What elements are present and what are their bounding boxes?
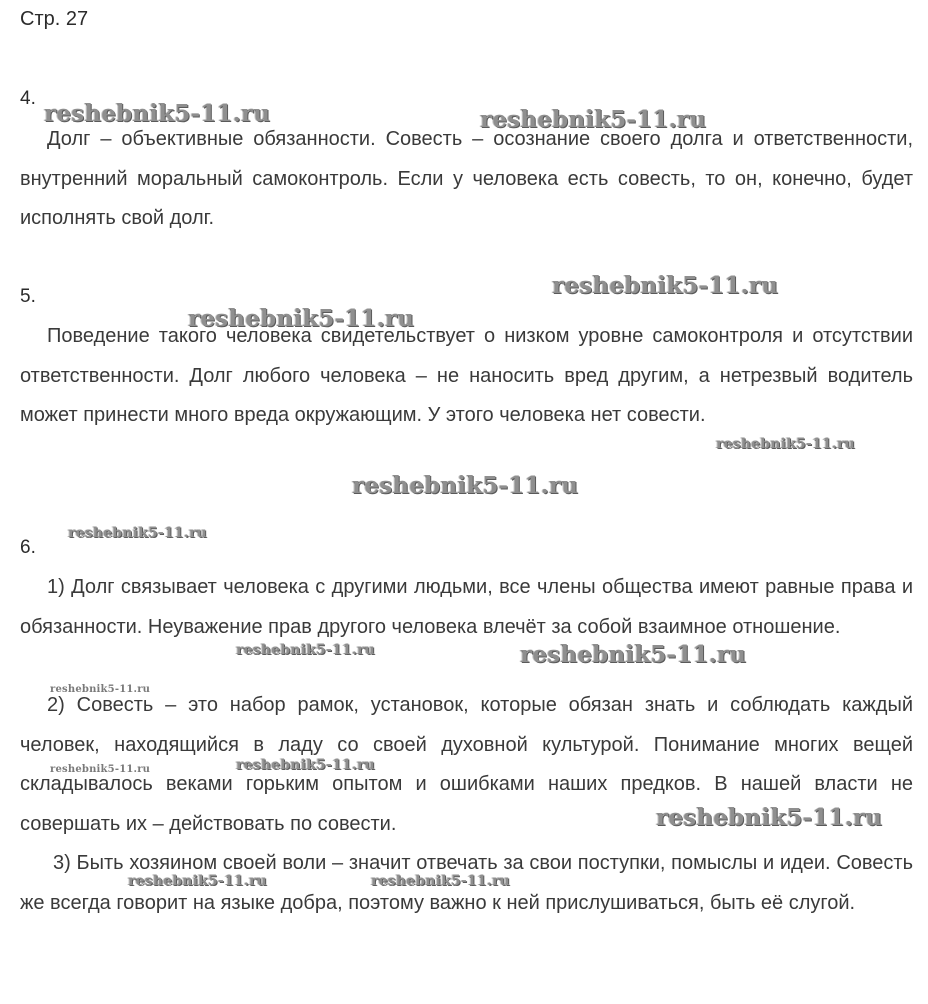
watermark: reshebnik5-11.ru <box>44 100 271 127</box>
watermark: reshebnik5-11.ru <box>480 106 707 133</box>
section-6-paragraph-3: 3) Быть хозяином своей воли – значит отвечать за свои поступки, помыслы и идеи. Совесть же всегда говорит на языке добра, поэтому важно к ней прислушиваться, быть её слугой. <box>20 852 913 914</box>
watermark: reshebnik5-11.ru <box>352 472 579 499</box>
section-number-4: 4. <box>20 88 36 109</box>
section-number-6: 6. <box>20 537 36 558</box>
watermark: reshebnik5-11.ru <box>128 873 267 889</box>
watermark: reshebnik5-11.ru <box>656 804 883 831</box>
watermark: reshebnik5-11.ru <box>552 272 779 299</box>
watermark: reshebnik5-11.ru <box>50 684 151 695</box>
page-label: Стр. 27 <box>20 8 89 30</box>
section-number-5: 5. <box>20 286 36 307</box>
watermark: reshebnik5-11.ru <box>236 642 375 658</box>
watermark: reshebnik5-11.ru <box>716 436 855 452</box>
watermark: reshebnik5-11.ru <box>50 764 151 775</box>
watermark: reshebnik5-11.ru <box>236 757 375 773</box>
section-4-paragraph: Долг – объективные обязанности. Совесть – осознание своего долга и ответственности, внутренний моральный самоконтроль. Если у человека есть совесть, то он, конечно, будет исполнять свой долг. <box>20 128 913 229</box>
watermark: reshebnik5-11.ru <box>68 525 207 541</box>
watermark: reshebnik5-11.ru <box>188 305 415 332</box>
section-5-paragraph: Поведение такого человека свидетельствует о низком уровне самоконтроля и отсутствии ответственности. Долг любого человека – не наносить вред другим, а нетрезвый водитель может принести много вреда окружающим. У этого человека нет совести. <box>20 325 913 426</box>
section-6-paragraph-2: 2) Совесть – это набор рамок, установок, которые обязан знать и соблюдать каждый человек, находящийся в ладу со своей духовной культурой. Понимание многих вещей складывалось веками горьким опытом и ошибками наших предков. В нашей власти не совершать их – действовать по совести. <box>20 694 913 835</box>
section-6-paragraph-1: 1) Долг связывает человека с другими людьми, все члены общества имеют равные права и обязанности. Неуважение прав другого человека влечёт за собой взаимное отношение. <box>20 576 913 638</box>
watermark: reshebnik5-11.ru <box>520 641 747 668</box>
watermark: reshebnik5-11.ru <box>371 873 510 889</box>
